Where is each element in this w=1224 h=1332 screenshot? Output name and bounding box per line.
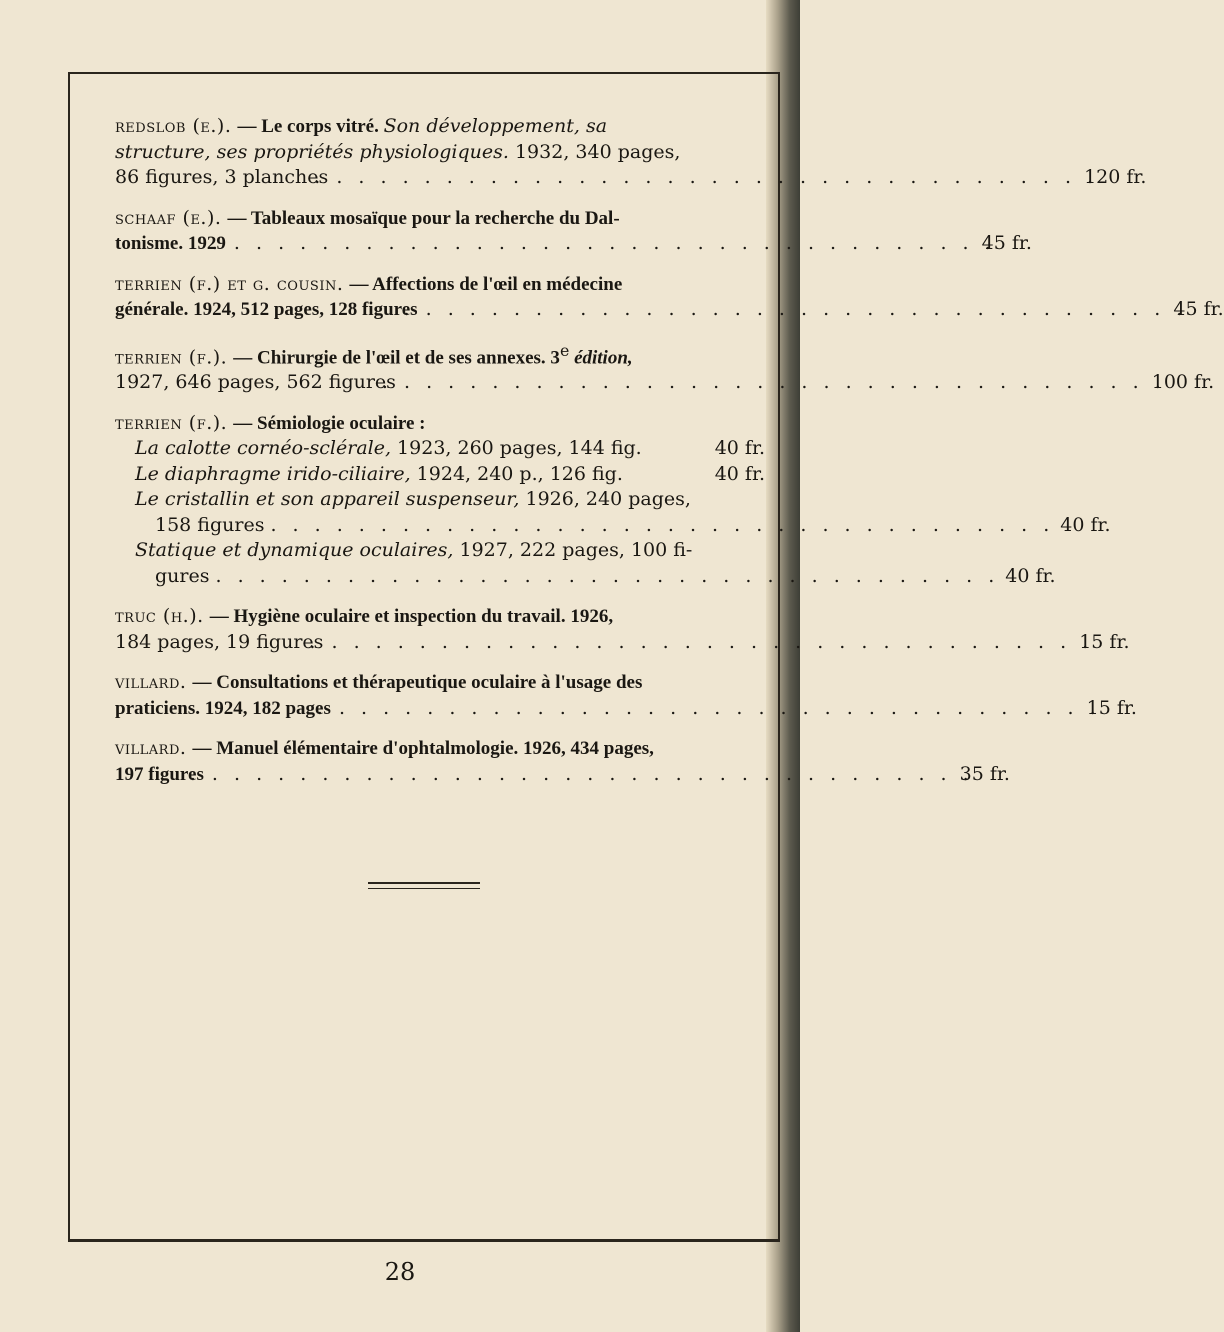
sub-entry-title: Statique et dynamique oculaires,	[135, 539, 454, 562]
sub-entry-title: La calotte cornéo-sclérale,	[135, 437, 392, 460]
entry-price: 45 fr.	[981, 232, 1032, 254]
entry-title: — Sémiologie oculaire :	[233, 412, 426, 434]
entry-price: 100 fr.	[1151, 371, 1215, 394]
entry-author: villard.	[115, 671, 187, 694]
entry-author: terrien (f.) et g. cousin.	[115, 272, 344, 295]
entry-details: 184 pages, 19 figures	[115, 630, 324, 653]
entry-title: — Consultations et thérapeutique oculaire à l'usage des	[192, 672, 643, 694]
entry-title-italic: Son développement, sa	[383, 115, 608, 137]
bibliography-entry	[115, 736, 1010, 787]
sub-entry-details: 1923, 260 pages, 144 fig.	[391, 437, 642, 460]
section-divider-rule	[368, 882, 480, 889]
sub-entry-details: 1924, 240 p., 126 fig.	[410, 462, 623, 485]
superscript: e	[559, 340, 570, 360]
bibliography-entry	[115, 272, 1224, 323]
entry-title: générale. 1924, 512 pages, 128 figures	[115, 299, 418, 320]
entry-title: — Chirurgie de l'œil et de ses annexes. 3	[233, 346, 560, 368]
entry-price: 40 fr.	[1005, 564, 1056, 587]
entry-title: — Manuel élémentaire d'ophtalmologie. 1926, 434 pages,	[192, 738, 654, 760]
entry-price: 35 fr.	[959, 762, 1010, 785]
entry-author: redslob (e.).	[115, 115, 232, 137]
sub-entry-list	[135, 436, 1111, 589]
leader-dots: . . . . . . . . . . . . . . . . . . . . . . . . . . . . . . . . . . . .	[381, 371, 1166, 394]
entry-author: terrien (f.).	[115, 411, 228, 434]
entry-price: 120 fr.	[1084, 166, 1147, 188]
entry-title: — Tableaux mosaïque pour la recherche du Dal-	[227, 207, 620, 229]
entry-details: 197 figures	[115, 763, 204, 785]
leader-dots: . . . . . . . . . . . . . . . . . . . . . . . . . . . . . . . . . . . .	[403, 298, 1188, 320]
entry-edition: édition,	[569, 346, 633, 368]
page-number: 28	[384, 1258, 416, 1286]
sub-entry-details: 1927, 222 pages, 100 fi-	[453, 539, 693, 562]
bibliography-entry	[115, 604, 1130, 655]
sub-entry	[135, 436, 765, 462]
entry-details: 1932, 340 pages,	[508, 140, 681, 163]
entry-author: villard.	[115, 737, 187, 760]
entry-title: tonisme. 1929	[115, 233, 226, 254]
bibliography-entry	[115, 206, 1032, 257]
leader-dots: . . . . . . . . . . . . . . . . . . . . . . . . . . . . . . . . . . . .	[270, 513, 1055, 536]
bibliography-entry	[115, 670, 1137, 721]
entry-price: 40 fr.	[714, 437, 765, 460]
entry-details: 1927, 646 pages, 562 figures	[115, 371, 396, 394]
entry-price: 15 fr.	[1079, 630, 1130, 653]
sub-entry-details: 158 figures	[155, 513, 265, 536]
bibliography-entry	[115, 411, 1111, 590]
sub-entry-title: Le diaphragme irido-ciliaire,	[135, 462, 411, 485]
entry-title: praticiens. 1924, 182 pages	[115, 697, 331, 719]
bibliography-list	[115, 114, 1224, 802]
entry-title: — Le corps vitré.	[237, 116, 384, 137]
entry-author: terrien (f.).	[115, 345, 228, 368]
sub-entry	[135, 487, 765, 513]
leader-dots: . . . . . . . . . . . . . . . . . . . . . . . . . . . . . . . . . . . .	[189, 762, 974, 785]
sub-entry	[135, 462, 765, 488]
entry-price: 15 fr.	[1086, 696, 1137, 719]
entry-title-italic: structure, ses propriétés physiologiques.	[115, 140, 509, 163]
sub-entry	[135, 538, 765, 564]
sub-entry-details: 1926, 240 pages,	[519, 488, 691, 511]
bibliography-entry	[115, 114, 1147, 191]
leader-dots: . . . . . . . . . . . . . . . . . . . . . . . . . . . . . . . . . . . .	[211, 232, 996, 254]
entry-author: schaaf (e.).	[115, 206, 222, 229]
entry-title: — Hygiène oculaire et inspection du travail. 1926,	[209, 606, 614, 628]
sub-entry-details: gures	[155, 564, 210, 587]
entry-price: 40 fr.	[1060, 513, 1111, 536]
leader-dots: . . . . . . . . . . . . . . . . . . . . . . . . . . . . . . . . . . . .	[215, 564, 1000, 587]
leader-dots: . . . . . . . . . . . . . . . . . . . . . . . . . . . . . . . . . . . .	[316, 696, 1101, 719]
bibliography-entry	[115, 338, 1215, 396]
leader-dots: . . . . . . . . . . . . . . . . . . . . . . . . . . . . . . . . . . . .	[314, 166, 1099, 188]
entry-author: truc (h.).	[115, 605, 204, 628]
entry-details: 86 figures, 3 planches	[115, 166, 329, 188]
entry-price: 45 fr.	[1173, 298, 1224, 320]
sub-entry-title: Le cristallin et son appareil suspenseur,	[135, 488, 520, 511]
leader-dots: . . . . . . . . . . . . . . . . . . . . . . . . . . . . . . . . . . . .	[309, 630, 1094, 653]
entry-price: 40 fr.	[714, 462, 765, 485]
entry-title: — Affections de l'œil en médecine	[349, 273, 623, 295]
